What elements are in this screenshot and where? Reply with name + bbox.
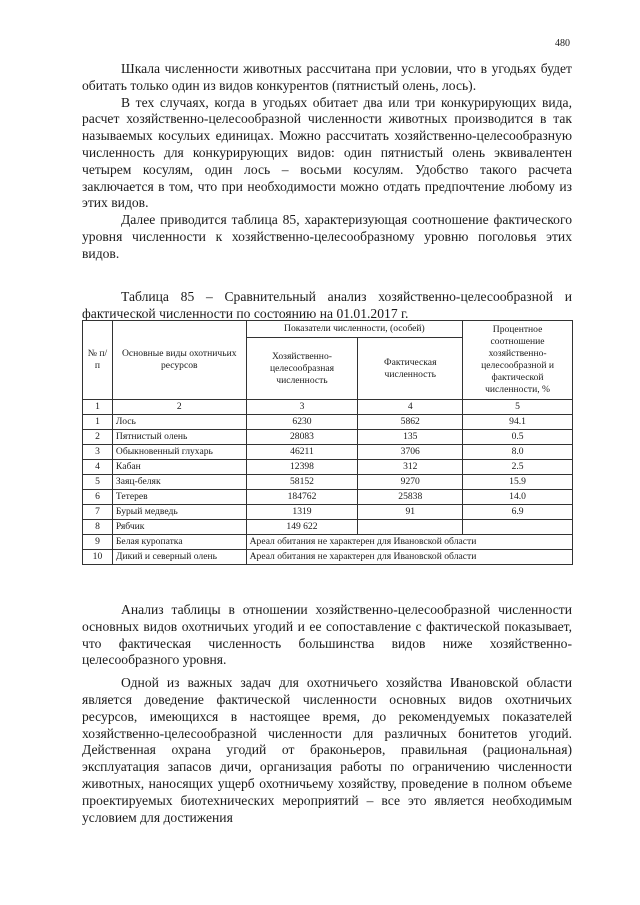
table-header-row — [83, 321, 573, 338]
row-target: 58152 — [246, 475, 358, 490]
row-note: Ареал обитания не характерен для Ивановской области — [246, 535, 572, 550]
row-actual: 25838 — [358, 490, 463, 505]
row-number: 10 — [83, 550, 113, 565]
row-number: 5 — [83, 475, 113, 490]
table-row — [83, 430, 573, 445]
row-number: 3 — [83, 445, 113, 460]
table-number-row — [83, 400, 573, 415]
column-number: 5 — [463, 400, 573, 415]
row-actual: 3706 — [358, 445, 463, 460]
data-table — [82, 320, 573, 565]
row-target: 1319 — [246, 505, 358, 520]
header-group: Показатели численности, (особей) — [246, 321, 463, 338]
row-species: Бурый медведь — [112, 505, 246, 520]
row-species: Рябчик — [112, 520, 246, 535]
row-target: 46211 — [246, 445, 358, 460]
row-number: 7 — [83, 505, 113, 520]
row-percent: 94.1 — [463, 415, 573, 430]
row-actual: 9270 — [358, 475, 463, 490]
column-number: 4 — [358, 400, 463, 415]
paragraph: В тех случаях, когда в угодьях обитает два или три конкурирующих вида, расчет хозяйственно-целесообразной численности животных производится в так называемых косульих единицах. Можно рассчитать хозяйственно-целесообразную численность для конкурирующих видов: один пятнистый олень эквивалентен четырем косулям, один лось – восьми косулям. Удобство такого расчета заключается в том, что при необходимости можно отдать предпочтение любому из этих видов. — [82, 94, 572, 211]
row-actual: 91 — [358, 505, 463, 520]
row-percent: 0.5 — [463, 430, 573, 445]
paragraph: Одной из важных задач для охотничьего хозяйства Ивановской области является доведение фактической численности основных видов охотничьих ресурсов, имеющихся в настоящее время, до рекомендуемых показателей хозяйственно-целесообразной численности для различных бонитетов угодий. Действенная охрана угодий от браконьеров, правильная (рациональная) эксплуатация запасов дичи, организация работы по ограничению численности животных, наносящих ущерб охотничьему хозяйству, проведение в полном объеме проектируемых биотехнических мероприятий – все это является необходимым условием для достижения — [82, 675, 572, 825]
row-actual — [358, 520, 463, 535]
row-species: Пятнистый олень — [112, 430, 246, 445]
row-number: 1 — [83, 415, 113, 430]
row-note: Ареал обитания не характерен для Ивановской области — [246, 550, 572, 565]
text-block-top — [82, 61, 572, 263]
row-actual: 312 — [358, 460, 463, 475]
row-species: Лось — [112, 415, 246, 430]
row-percent — [463, 520, 573, 535]
row-percent: 6.9 — [463, 505, 573, 520]
row-number: 6 — [83, 490, 113, 505]
row-target: 149 622 — [246, 520, 358, 535]
paragraph: Анализ таблицы в отношении хозяйственно-целесообразной численности основных видов охотничьих угодий и ее сопоставление с фактической показывает, что фактическая численность большинства видов ниже хозяйственно-целесообразного уровня. — [82, 602, 572, 668]
row-number: 4 — [83, 460, 113, 475]
table-row — [83, 550, 573, 565]
paragraph: Далее приводится таблица 85, характеризующая соотношение фактического уровня численности к хозяйственно-целесообразному уровню поголовья этих видов. — [82, 212, 572, 261]
header-number: № п/п — [83, 321, 113, 400]
row-percent: 2.5 — [463, 460, 573, 475]
row-number: 2 — [83, 430, 113, 445]
table-row — [83, 415, 573, 430]
row-actual: 135 — [358, 430, 463, 445]
table-row — [83, 535, 573, 550]
table-row — [83, 520, 573, 535]
row-species: Тетерев — [112, 490, 246, 505]
row-percent: 15.9 — [463, 475, 573, 490]
row-species: Кабан — [112, 460, 246, 475]
table-row — [83, 460, 573, 475]
table-caption: Таблица 85 – Сравнительный анализ хозяйственно-целесообразной и фактической численности по состоянию на 01.01.2017 г. — [82, 289, 572, 321]
row-species: Дикий и северный олень — [112, 550, 246, 565]
row-target: 184762 — [246, 490, 358, 505]
row-target: 6230 — [246, 415, 358, 430]
row-number: 9 — [83, 535, 113, 550]
header-target: Хозяйственно-целесообразная численность — [246, 338, 358, 400]
table-row — [83, 475, 573, 490]
table-row — [83, 505, 573, 520]
row-target: 12398 — [246, 460, 358, 475]
page-number: 480 — [555, 38, 570, 49]
header-actual: Фактическая численность — [358, 338, 463, 400]
text-block-bottom — [82, 602, 572, 826]
header-percent: Процентное соотношение хозяйственно-целесообразной и фактической численности, % — [463, 321, 573, 400]
column-number: 3 — [246, 400, 358, 415]
header-species: Основные виды охотничьих ресурсов — [112, 321, 246, 400]
paragraph: Шкала численности животных рассчитана при условии, что в угодьях будет обитать только один из видов конкурентов (пятнистый олень, лось). — [82, 61, 572, 93]
row-species: Заяц-беляк — [112, 475, 246, 490]
table-row — [83, 445, 573, 460]
row-percent: 14.0 — [463, 490, 573, 505]
column-number: 2 — [112, 400, 246, 415]
table-row — [83, 490, 573, 505]
row-number: 8 — [83, 520, 113, 535]
row-species: Обыкновенный глухарь — [112, 445, 246, 460]
row-percent: 8.0 — [463, 445, 573, 460]
row-actual: 5862 — [358, 415, 463, 430]
column-number: 1 — [83, 400, 113, 415]
row-species: Белая куропатка — [112, 535, 246, 550]
row-target: 28083 — [246, 430, 358, 445]
